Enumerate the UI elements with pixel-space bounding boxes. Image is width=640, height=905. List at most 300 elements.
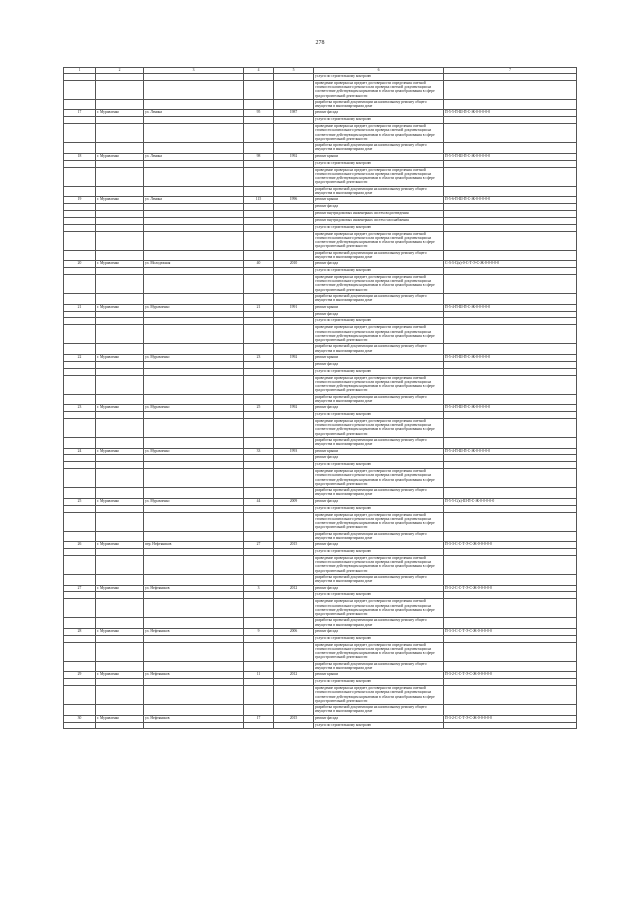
classification-code (444, 462, 577, 469)
street (144, 437, 244, 448)
city (96, 599, 144, 618)
house-number (244, 488, 274, 499)
city (96, 318, 144, 325)
street (144, 368, 244, 375)
table-row (64, 275, 577, 294)
city (96, 705, 144, 716)
table-row (64, 204, 577, 211)
city (96, 455, 144, 462)
city: г. Муравленко (96, 261, 144, 268)
classification-code (444, 204, 577, 211)
house-number (244, 117, 274, 124)
construction-year (274, 531, 314, 542)
construction-year (274, 344, 314, 355)
work-type: разработка проектной документации на капитальному ремонту общего имущества в многоквартирном доме (314, 344, 444, 355)
construction-year (274, 592, 314, 599)
work-type: проведение проверки на предмет достоверности определения сметной стоимости капитального ремонта или проверка сметной документации на соответствие действующим нормативам в области ценообразования в сфере градостроительной деятельности (314, 555, 444, 574)
table-row (64, 512, 577, 531)
work-type: услуги по строительному контролю (314, 368, 444, 375)
construction-year: 1996 (274, 197, 314, 204)
work-type: ремонт крыши (314, 354, 444, 361)
construction-year (274, 160, 314, 167)
classification-code (444, 412, 577, 419)
work-type: ремонт крыши (314, 197, 444, 204)
construction-year: 1992 (274, 405, 314, 412)
construction-year (274, 204, 314, 211)
table-row (64, 498, 577, 505)
street: ул. Муравленко (144, 405, 244, 412)
house-number (244, 318, 274, 325)
row-number (64, 143, 96, 154)
house-number: 17 (244, 715, 274, 722)
table-row (64, 318, 577, 325)
city (96, 618, 144, 629)
street (144, 204, 244, 211)
table-row (64, 531, 577, 542)
classification-code (444, 661, 577, 672)
street (144, 80, 244, 99)
classification-code (444, 618, 577, 629)
city (96, 124, 144, 143)
street: ул. Муравленко (144, 354, 244, 361)
street: ул. Муравленко (144, 304, 244, 311)
street (144, 160, 244, 167)
construction-year (274, 231, 314, 250)
table-row (64, 268, 577, 275)
work-type: услуги по строительному контролю (314, 722, 444, 729)
street: ул. Нефтяников (144, 628, 244, 635)
row-number (64, 635, 96, 642)
construction-year (274, 368, 314, 375)
row-number (64, 211, 96, 218)
street (144, 705, 244, 716)
city (96, 211, 144, 218)
house-number (244, 80, 274, 99)
work-type: услуги по строительному контролю (314, 160, 444, 167)
classification-code (444, 512, 577, 531)
classification-code (444, 592, 577, 599)
street (144, 294, 244, 305)
work-type: разработка проектной документации на капитальному ремонту общего имущества в многоквартирном доме (314, 574, 444, 585)
house-number (244, 231, 274, 250)
street: ул. Нефтяников (144, 672, 244, 679)
construction-year (274, 268, 314, 275)
construction-year (274, 488, 314, 499)
street (144, 505, 244, 512)
table-row (64, 160, 577, 167)
work-type: ремонт фасада (314, 542, 444, 549)
classification-code: П-5-4-П-Ш-П-С-Ж-0-0-0-0-0 (444, 354, 577, 361)
work-type: проведение проверки на предмет достоверности определения сметной стоимости капитального ремонта или проверка сметной документации на соответствие действующим нормативам в области ценообразования в сфере градостроительной деятельности (314, 469, 444, 488)
classification-code: П-5-5-П-Ш-П-С-Ж-0-0-0-0-0 (444, 110, 577, 117)
row-number (64, 705, 96, 716)
city: г. Муравленко (96, 405, 144, 412)
classification-code (444, 186, 577, 197)
house-number (244, 574, 274, 585)
work-type: разработка проектной документации на капитальному ремонту общего имущества в многоквартирном доме (314, 705, 444, 716)
column-number: 5 (274, 68, 314, 74)
table-row (64, 375, 577, 394)
city: г. Муравленко (96, 110, 144, 117)
row-number (64, 722, 96, 729)
classification-code (444, 344, 577, 355)
row-number: 25 (64, 498, 96, 505)
work-type: ремонт фасада (314, 361, 444, 368)
house-number: 9 (244, 628, 274, 635)
column-number: 3 (144, 68, 244, 74)
row-number (64, 124, 96, 143)
work-type: проведение проверки на предмет достоверности определения сметной стоимости капитального ремонта или проверка сметной документации на соответствие действующим нормативам в области ценообразования в сфере градостроительной деятельности (314, 375, 444, 394)
classification-code (444, 361, 577, 368)
work-type: разработка проектной документации на капитальному ремонту общего имущества в многоквартирном доме (314, 488, 444, 499)
construction-year (274, 224, 314, 231)
row-number (64, 592, 96, 599)
city (96, 74, 144, 81)
row-number (64, 549, 96, 556)
row-number (64, 555, 96, 574)
construction-year (274, 549, 314, 556)
construction-year: 1992 (274, 354, 314, 361)
house-number (244, 592, 274, 599)
work-type: услуги по строительному контролю (314, 268, 444, 275)
construction-year (274, 512, 314, 531)
row-number (64, 160, 96, 167)
city (96, 686, 144, 705)
house-number (244, 368, 274, 375)
city (96, 368, 144, 375)
construction-year (274, 325, 314, 344)
city (96, 549, 144, 556)
table-row (64, 197, 577, 204)
work-type: услуги по строительному контролю (314, 635, 444, 642)
street (144, 250, 244, 261)
city (96, 217, 144, 224)
classification-code (444, 217, 577, 224)
house-number (244, 325, 274, 344)
construction-year (274, 211, 314, 218)
row-number (64, 186, 96, 197)
house-number (244, 705, 274, 716)
row-number: 24 (64, 448, 96, 455)
house-number (244, 294, 274, 305)
row-number: 18 (64, 153, 96, 160)
house-number (244, 217, 274, 224)
house-number (244, 531, 274, 542)
city (96, 531, 144, 542)
construction-year: 2009 (274, 498, 314, 505)
row-number (64, 80, 96, 99)
city (96, 722, 144, 729)
classification-code (444, 318, 577, 325)
work-type: проведение проверки на предмет достоверности определения сметной стоимости капитального ремонта или проверка сметной документации на соответствие действующим нормативам в области ценообразования в сфере градостроительной деятельности (314, 275, 444, 294)
street: ул. Муравленко (144, 498, 244, 505)
street (144, 661, 244, 672)
classification-code: П-3-2-С-С-Т-Э-С-Ж-0-0-0-0-0 (444, 585, 577, 592)
classification-code (444, 599, 577, 618)
construction-year: 1993 (274, 448, 314, 455)
column-number: 1 (64, 68, 96, 74)
page-number: 278 (315, 40, 325, 46)
work-type: разработка проектной документации на капитальному ремонту общего имущества в многоквартирном доме (314, 294, 444, 305)
house-number (244, 99, 274, 110)
table-row (64, 74, 577, 81)
table-row (64, 261, 577, 268)
street (144, 455, 244, 462)
table-row (64, 462, 577, 469)
row-number (64, 99, 96, 110)
row-number (64, 318, 96, 325)
street (144, 117, 244, 124)
work-type: разработка проектной документации на капитальному ремонту общего имущества в многоквартирном доме (314, 143, 444, 154)
city: г. Муравленко (96, 715, 144, 722)
work-type: услуги по строительному контролю (314, 679, 444, 686)
classification-code (444, 124, 577, 143)
row-number (64, 368, 96, 375)
street (144, 469, 244, 488)
street (144, 186, 244, 197)
row-number: 22 (64, 354, 96, 361)
construction-year: 1992 (274, 153, 314, 160)
row-number: 29 (64, 672, 96, 679)
construction-year: 2012 (274, 585, 314, 592)
work-type: проведение проверки на предмет достоверности определения сметной стоимости капитального ремонта или проверка сметной документации на соответствие действующим нормативам в области ценообразования в сфере градостроительной деятельности (314, 418, 444, 437)
city (96, 505, 144, 512)
classification-code: П-5-4-П-Ш-П-С-Ж-0-0-0-0-0 (444, 405, 577, 412)
house-number (244, 618, 274, 629)
classification-code (444, 437, 577, 448)
house-number (244, 555, 274, 574)
classification-code (444, 455, 577, 462)
city (96, 574, 144, 585)
classification-code (444, 418, 577, 437)
house-number (244, 455, 274, 462)
table-row (64, 153, 577, 160)
work-type: проведение проверки на предмет достоверности определения сметной стоимости капитального ремонта или проверка сметной документации на соответствие действующим нормативам в области ценообразования в сфере градостроительной деятельности (314, 124, 444, 143)
street (144, 635, 244, 642)
work-type: проведение проверки на предмет достоверности определения сметной стоимости капитального ремонта или проверка сметной документации на соответствие действующим нормативам в области ценообразования в сфере градостроительной деятельности (314, 512, 444, 531)
work-type: ремонт фасада (314, 311, 444, 318)
construction-year (274, 80, 314, 99)
house-number (244, 722, 274, 729)
city (96, 469, 144, 488)
table-row (64, 110, 577, 117)
city (96, 325, 144, 344)
table-row (64, 231, 577, 250)
house-number (244, 361, 274, 368)
city (96, 555, 144, 574)
work-type: проведение проверки на предмет достоверности определения сметной стоимости капитального ремонта или проверка сметной документации на соответствие действующим нормативам в области ценообразования в сфере градостроительной деятельности (314, 167, 444, 186)
city: г. Муравленко (96, 448, 144, 455)
table-row (64, 418, 577, 437)
house-number (244, 549, 274, 556)
house-number (244, 224, 274, 231)
street (144, 318, 244, 325)
street (144, 217, 244, 224)
house-number (244, 642, 274, 661)
house-number: 25 (244, 405, 274, 412)
table-row (64, 294, 577, 305)
construction-year (274, 437, 314, 448)
construction-year (274, 505, 314, 512)
classification-code (444, 394, 577, 405)
street (144, 275, 244, 294)
city (96, 642, 144, 661)
street (144, 618, 244, 629)
street (144, 462, 244, 469)
classification-code (444, 505, 577, 512)
work-type: разработка проектной документации на капитальному ремонту общего имущества в многоквартирном доме (314, 618, 444, 629)
table-row (64, 705, 577, 716)
house-number (244, 74, 274, 81)
table-row (64, 555, 577, 574)
row-number (64, 455, 96, 462)
city: г. Муравленко (96, 542, 144, 549)
work-type: проведение проверки на предмет достоверности определения сметной стоимости капитального ремонта или проверка сметной документации на соответствие действующим нормативам в области ценообразования в сфере градостроительной деятельности (314, 325, 444, 344)
table-row (64, 469, 577, 488)
classification-code (444, 642, 577, 661)
street: ул. Ленина (144, 153, 244, 160)
city (96, 661, 144, 672)
street (144, 592, 244, 599)
street (144, 124, 244, 143)
house-number (244, 124, 274, 143)
classification-code: П-3-3-С-С-Т-Э-С-Ж-0-0-0-0-0 (444, 542, 577, 549)
city: г. Муравленко (96, 304, 144, 311)
construction-year (274, 679, 314, 686)
street (144, 143, 244, 154)
house-number (244, 275, 274, 294)
row-number (64, 231, 96, 250)
house-number (244, 469, 274, 488)
city: г. Муравленко (96, 498, 144, 505)
street (144, 555, 244, 574)
city (96, 592, 144, 599)
row-number (64, 642, 96, 661)
work-type: разработка проектной документации на капитальному ремонту общего имущества в многоквартирном доме (314, 99, 444, 110)
city: г. Муравленко (96, 354, 144, 361)
classification-code (444, 722, 577, 729)
work-type: проведение проверки на предмет достоверности определения сметной стоимости капитального ремонта или проверка сметной документации на соответствие действующим нормативам в области ценообразования в сфере градостроительной деятельности (314, 231, 444, 250)
city (96, 412, 144, 419)
classification-code (444, 268, 577, 275)
row-number (64, 488, 96, 499)
classification-code: П-5-5-С(к)-Ш-П-С-Ж-0-0-0-0-0 (444, 498, 577, 505)
city (96, 167, 144, 186)
table-row (64, 592, 577, 599)
row-number: 21 (64, 304, 96, 311)
construction-year: 2010 (274, 261, 314, 268)
city (96, 635, 144, 642)
street (144, 394, 244, 405)
row-number: 19 (64, 197, 96, 204)
city: г. Муравленко (96, 197, 144, 204)
table-row (64, 124, 577, 143)
classification-code (444, 549, 577, 556)
table-row (64, 585, 577, 592)
table-row (64, 211, 577, 218)
row-number (64, 679, 96, 686)
construction-year: 2015 (274, 715, 314, 722)
table-row (64, 679, 577, 686)
classification-code: П-5-5-П-Ш-П-С-Ж-0-0-0-0-0 (444, 153, 577, 160)
row-number (64, 574, 96, 585)
classification-code: П-5-4-П-Ш-П-С-Ж-0-0-0-0-0 (444, 304, 577, 311)
work-type: ремонт фасада (314, 455, 444, 462)
house-number (244, 661, 274, 672)
construction-year (274, 375, 314, 394)
work-type: услуги по строительному контролю (314, 117, 444, 124)
house-number (244, 686, 274, 705)
classification-code (444, 574, 577, 585)
work-type: ремонт фасада (314, 498, 444, 505)
construction-year (274, 318, 314, 325)
row-number (64, 311, 96, 318)
work-type: услуги по строительному контролю (314, 224, 444, 231)
work-type: ремонт внутридомовых инженерных систем газоснабжения (314, 217, 444, 224)
city (96, 275, 144, 294)
street (144, 311, 244, 318)
city: г. Муравленко (96, 153, 144, 160)
work-type: ремонт крыши (314, 672, 444, 679)
classification-code (444, 686, 577, 705)
construction-year: 1991 (274, 304, 314, 311)
work-type: разработка проектной документации на капитальному ремонту общего имущества в многоквартирном доме (314, 661, 444, 672)
classification-code: П-5-6-П-Ш-П-С-Ж-0-0-0-0-0 (444, 197, 577, 204)
city (96, 268, 144, 275)
construction-year (274, 686, 314, 705)
table-row (64, 437, 577, 448)
construction-year (274, 74, 314, 81)
row-number (64, 275, 96, 294)
construction-year: 2015 (274, 542, 314, 549)
city (96, 224, 144, 231)
row-number (64, 167, 96, 186)
work-type: разработка проектной документации на капитальному ремонту общего имущества в многоквартирном доме (314, 394, 444, 405)
row-number (64, 344, 96, 355)
city (96, 250, 144, 261)
work-type: услуги по строительному контролю (314, 412, 444, 419)
row-number: 30 (64, 715, 96, 722)
work-type: разработка проектной документации на капитальному ремонту общего имущества в многоквартирном доме (314, 531, 444, 542)
street (144, 722, 244, 729)
city (96, 375, 144, 394)
house-number (244, 635, 274, 642)
city (96, 512, 144, 531)
city (96, 394, 144, 405)
row-number (64, 224, 96, 231)
street (144, 211, 244, 218)
house-number (244, 394, 274, 405)
house-number (244, 462, 274, 469)
street (144, 361, 244, 368)
row-number (64, 74, 96, 81)
row-number (64, 437, 96, 448)
row-number (64, 394, 96, 405)
classification-code (444, 469, 577, 488)
house-number (244, 186, 274, 197)
city (96, 204, 144, 211)
city (96, 418, 144, 437)
table-row (64, 80, 577, 99)
street: ул. Нефтяников (144, 585, 244, 592)
city (96, 462, 144, 469)
row-number (64, 531, 96, 542)
table-row (64, 344, 577, 355)
construction-year (274, 167, 314, 186)
classification-code (444, 679, 577, 686)
construction-year (274, 642, 314, 661)
house-number (244, 412, 274, 419)
